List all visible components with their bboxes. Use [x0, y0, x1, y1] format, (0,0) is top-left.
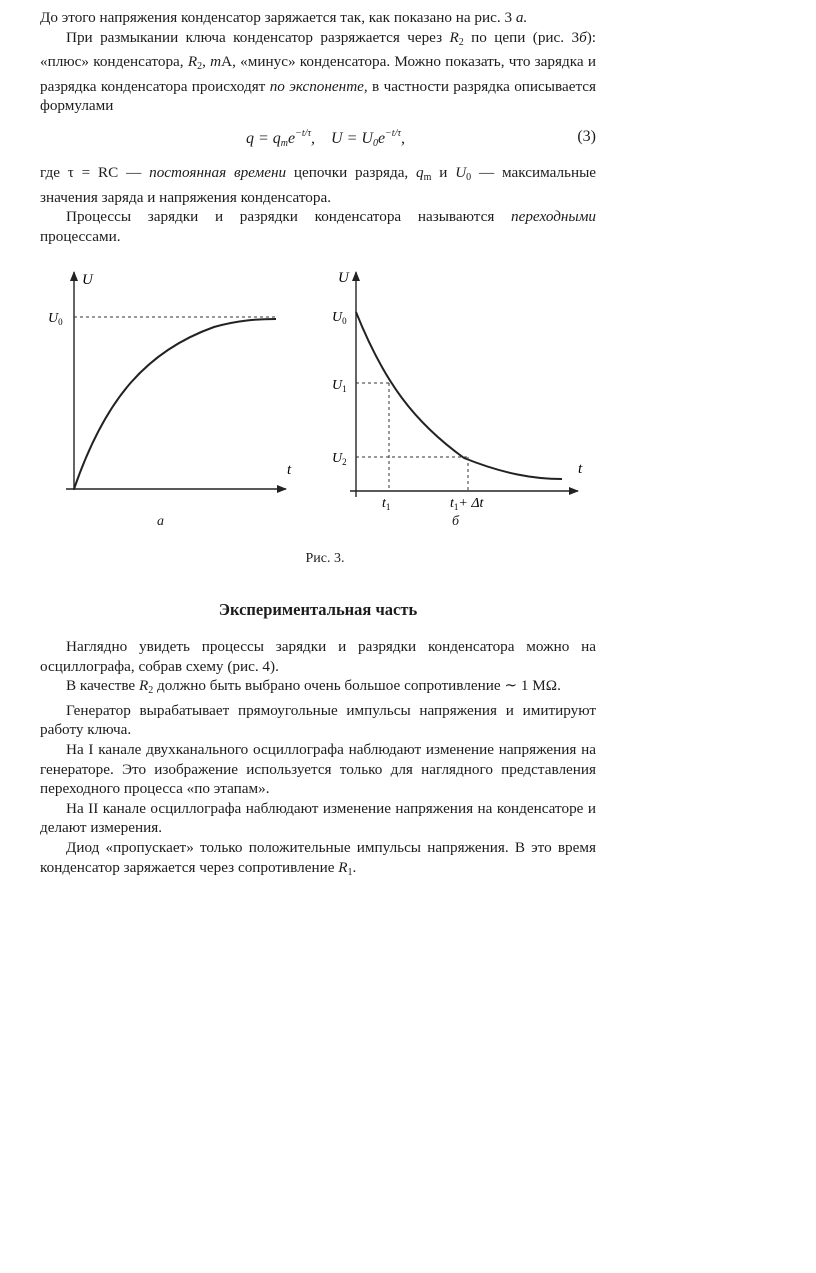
- after-formula-block: [40, 163, 596, 246]
- graph-b-u0-label: $U_0$: [332, 310, 347, 326]
- graph-b-x-label: t: [578, 461, 583, 477]
- figure-caption: Рис. 3.: [305, 551, 345, 566]
- graph-b-t1-label: $t_1$: [382, 496, 391, 512]
- graph-a-x-label: t: [287, 462, 292, 478]
- graph-b-caption: б: [452, 514, 460, 529]
- graph-a-charge-curve: [74, 319, 276, 489]
- exp-paragraph-5: На II канале осциллографа наблюдают изменение напряжения на конденсаторе и делают измерения.: [40, 799, 596, 837]
- graph-a-caption: а: [157, 514, 164, 529]
- section-heading: Экспериментальная часть: [218, 600, 418, 619]
- graph-b-y-label: U: [338, 270, 349, 286]
- graph-b-u2-label: $U_2$: [332, 451, 347, 467]
- exp-paragraph-1: Наглядно увидеть процессы зарядки и разрядки конденсатора можно на осциллографа, собрав схему (рис. 4).: [40, 638, 596, 675]
- figure-3: [34, 262, 604, 522]
- formula-number: (3): [577, 128, 596, 145]
- graph-b-t1dt-label: $t_1+ \Delta t$: [450, 496, 484, 512]
- graph-a: [48, 272, 292, 490]
- graph-b-u1-label: $U_1$: [332, 378, 347, 394]
- graph-b: [332, 270, 583, 512]
- exp-paragraph-4: На I канале двухканального осциллографа наблюдают изменение напряжения на генераторе. Это изображение используется только для наглядного представления переходного процесса «по этапам».: [40, 740, 596, 798]
- paragraph-1: До этого напряжения конденсатор заряжается так, как показано на рис. 3 а.: [40, 9, 528, 26]
- formula-3: [40, 128, 596, 150]
- paragraph-4: Процессы зарядки и разрядки конденсатора называются переходными процессами.: [40, 208, 596, 245]
- paragraph-3: где τ = RC — постоянная времени цепочки разряда, $q_m$ и $U_0$ — максимальные значения заряда и напряжения конденсатора.: [40, 164, 597, 206]
- formula-expression: $q = q_me^{-t/\tau}$, $U = U_0e^{-t/\tau}$,: [246, 128, 405, 149]
- graph-b-discharge-curve: [356, 312, 562, 479]
- top-text-block: [40, 8, 596, 116]
- exp-paragraph-2: В качестве $R_2$ должно быть выбрано очень большое сопротивление ∼ 1 MΩ.: [66, 677, 561, 697]
- experimental-text-block: [40, 637, 596, 882]
- graph-a-y-label: U: [82, 272, 93, 288]
- exp-paragraph-3: Генератор вырабатывает прямоугольные импульсы напряжения и имитируют работу ключа.: [40, 701, 596, 739]
- exp-paragraph-6: Диод «пропускает» только положительные импульсы напряжения. В это время конденсатор заряжается через сопротивление $R_1$.: [40, 838, 596, 878]
- graph-a-u0-label: $U_0$: [48, 311, 63, 327]
- paragraph-2: При размыкании ключа конденсатор разряжается через $R_2$ по цепи (рис. 3б): «плюс» конденсатора, $R_2$, mA, «минус» конденсатора. Можно показать, что зарядка и разрядка конденсатора происходят по экспоненте, в частности разрядка описывается формулами: [40, 28, 596, 115]
